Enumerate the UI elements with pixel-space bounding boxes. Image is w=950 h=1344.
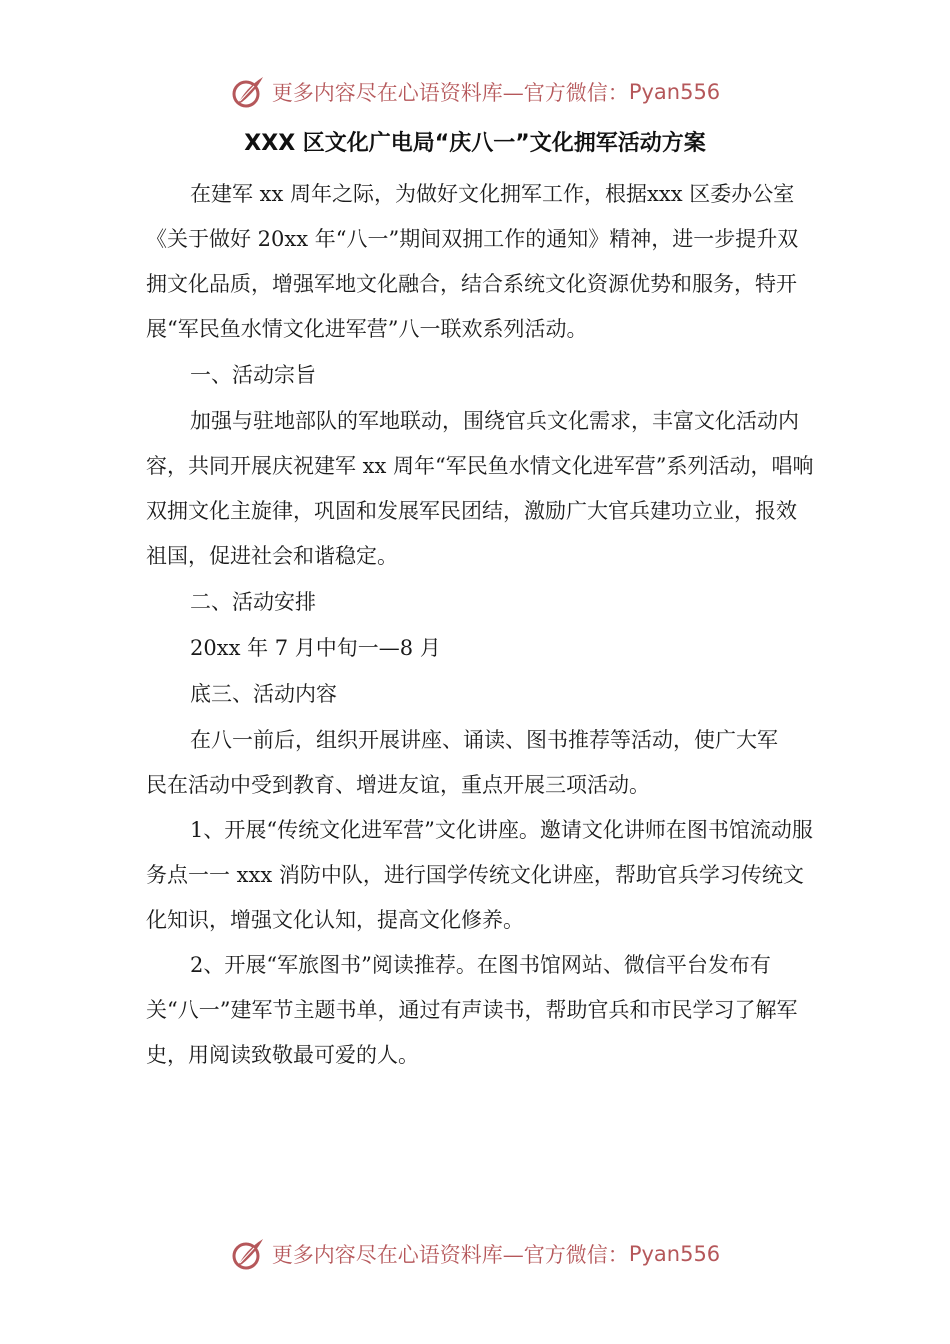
watermark-banner-top xyxy=(0,72,950,112)
watermark-wechat-id: Pyan556 xyxy=(628,80,721,104)
section-3-heading: 底三、活动内容 xyxy=(190,682,337,706)
section-1-paragraph: 加强与驻地部队的军地联动，围绕官兵文化需求，丰富文化活动内容，共同开展庆祝建军 xx 周年“军民鱼水情文化进军营”系列活动，唱响双拥文化主旋律，巩固和发展军民团结，激励广大官兵建功立业，报效祖国，促进社会和谐稳定。 xyxy=(146,409,814,568)
section-3-line-2: 民在活动中受到教育、增进友谊，重点开展三项活动。 xyxy=(146,773,650,797)
section-2-heading: 二、活动安排 xyxy=(190,590,316,614)
quill-logo-icon xyxy=(230,74,266,110)
document-title: XXX 区文化广电局“庆八一”文化拥军活动方案 xyxy=(244,131,706,156)
section-1-heading: 一、活动宗旨 xyxy=(190,363,316,387)
quill-logo-icon xyxy=(230,1236,266,1272)
watermark-wechat-id: Pyan556 xyxy=(628,1242,721,1266)
section-3-line-1: 在八一前后，组织开展讲座、诵读、图书推荐等活动，使广大军 xyxy=(190,728,778,752)
document-body xyxy=(146,172,816,1078)
activity-item-1: 1、开展“传统文化进军营”文化讲座。邀请文化讲师在图书馆流动服务点一一 xxx 消防中队，进行国学传统文化讲座，帮助官兵学习传统文化知识，增强文化认知，提高文化修养。 xyxy=(146,818,813,932)
watermark-banner-bottom xyxy=(0,1234,950,1274)
section-2-paragraph: 20xx 年 7 月中旬一—8 月 xyxy=(190,636,441,660)
watermark-text: 更多内容尽在心语资料库—官方微信： xyxy=(271,81,629,105)
activity-item-2: 2、开展“军旅图书”阅读推荐。在图书馆网站、微信平台发布有关“八一”建军节主题书单，通过有声读书，帮助官兵和市民学习了解军史，用阅读致敬最可爱的人。 xyxy=(146,953,798,1067)
intro-paragraph: 在建军 xx 周年之际，为做好文化拥军工作，根据xxx 区委办公室《关于做好 20xx 年“八一”期间双拥工作的通知》精神，进一步提升双拥文化品质，增强军地文化融合，结合系统文化资源优势和服务，特开展“军民鱼水情文化进军营”八一联欢系列活动。 xyxy=(146,182,799,341)
watermark-text: 更多内容尽在心语资料库—官方微信： xyxy=(271,1243,629,1267)
